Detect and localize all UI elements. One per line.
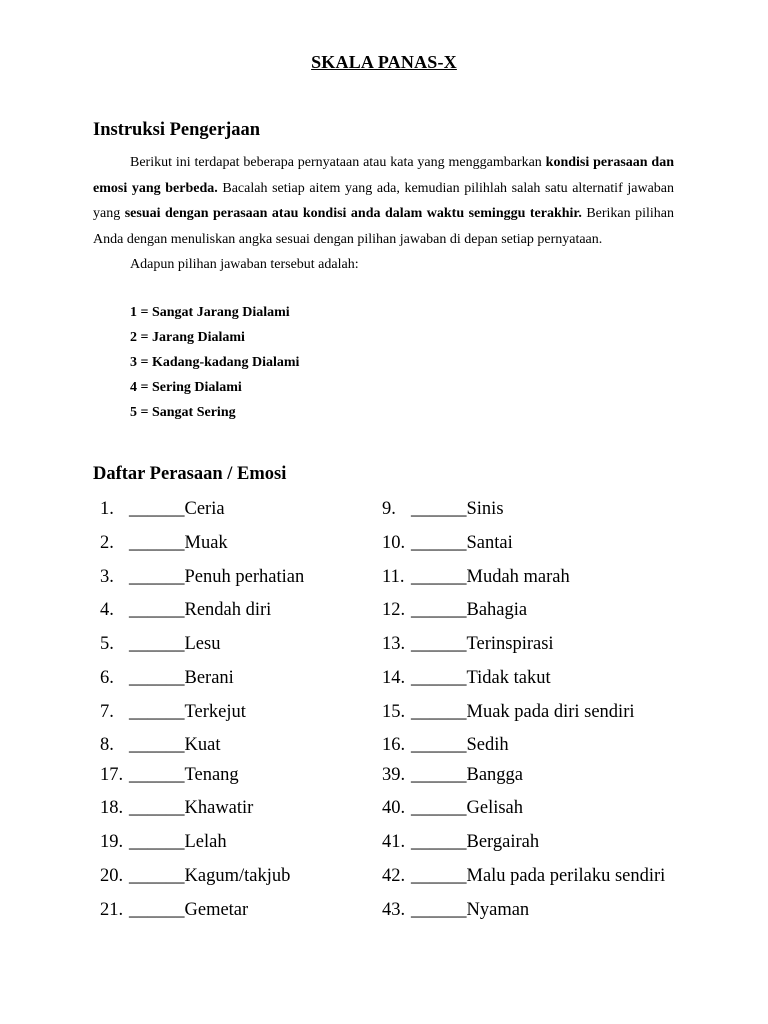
item-number: 2.: [100, 533, 114, 553]
item-number: 1.: [100, 499, 114, 519]
item-label: Tenang: [184, 765, 239, 785]
item-label: Berani: [184, 668, 234, 688]
item-number: 9.: [382, 499, 396, 519]
answer-blank[interactable]: ______: [411, 668, 467, 688]
item-label: Muak pada diri sendiri: [466, 702, 635, 722]
item-number: 21.: [100, 900, 124, 920]
option-item: 5 = Sangat Sering: [130, 405, 236, 420]
item-number: 15.: [382, 702, 406, 722]
item-number: 11.: [382, 567, 405, 587]
item-label: Ceria: [184, 499, 225, 519]
answer-blank[interactable]: ______: [129, 600, 185, 620]
list-item: [100, 632, 220, 656]
instr-text-a: Berikut ini terdapat beberapa pernyataan atau kata yang menggambarkan: [130, 155, 546, 170]
answer-blank[interactable]: ______: [411, 634, 467, 654]
answer-blank[interactable]: ______: [129, 765, 185, 785]
item-label: Bangga: [466, 765, 524, 785]
list-heading: Daftar Perasaan / Emosi: [93, 464, 287, 484]
item-label: Muak: [184, 533, 228, 553]
list-item: [100, 565, 304, 589]
answer-options: [130, 300, 299, 425]
answer-blank[interactable]: ______: [129, 900, 185, 920]
option-item: 4 = Sering Dialami: [130, 380, 242, 395]
instr-bold-d: sesuai dengan perasaan atau kondisi anda dalam waktu seminggu terakhir.: [124, 206, 582, 221]
item-number: 10.: [382, 533, 406, 553]
item-label: Terkejut: [184, 702, 246, 722]
item-label: Bahagia: [466, 600, 528, 620]
list-item: [382, 830, 539, 854]
option-item: 1 = Sangat Jarang Dialami: [130, 305, 290, 320]
item-number: 13.: [382, 634, 406, 654]
answer-blank[interactable]: ______: [129, 634, 185, 654]
instructions-paragraph: [93, 150, 674, 252]
list-item: [382, 898, 529, 922]
instructions-body: [93, 150, 674, 278]
page-title: SKALA PANAS-X: [311, 52, 457, 72]
item-label: Sinis: [466, 499, 504, 519]
item-number: 4.: [100, 600, 114, 620]
item-label: Gemetar: [184, 900, 249, 920]
item-label: Lelah: [184, 832, 227, 852]
list-item: [100, 531, 228, 555]
list-item: [100, 733, 220, 757]
item-number: 42.: [382, 866, 406, 886]
item-label: Rendah diri: [184, 600, 272, 620]
answer-blank[interactable]: ______: [129, 668, 185, 688]
item-number: 3.: [100, 567, 114, 587]
list-item: [382, 632, 554, 656]
item-label: Tidak takut: [466, 668, 551, 688]
item-label: Kagum/takjub: [184, 866, 291, 886]
item-number: 7.: [100, 702, 114, 722]
list-item: [100, 700, 246, 724]
item-number: 40.: [382, 798, 406, 818]
options-intro: Adapun pilihan jawaban tersebut adalah:: [130, 257, 359, 272]
answer-blank[interactable]: ______: [129, 832, 185, 852]
item-number: 14.: [382, 668, 406, 688]
instructions-heading: Instruksi Pengerjaan: [93, 120, 261, 140]
item-label: Kuat: [184, 735, 221, 755]
answer-blank[interactable]: ______: [411, 900, 467, 920]
item-number: 43.: [382, 900, 406, 920]
list-item: [100, 796, 253, 820]
item-label: Khawatir: [184, 798, 254, 818]
item-number: 16.: [382, 735, 406, 755]
answer-blank[interactable]: ______: [129, 702, 185, 722]
item-number: 6.: [100, 668, 114, 688]
item-number: 20.: [100, 866, 124, 886]
list-item: [100, 497, 225, 521]
instr-text-c: Bacalah setiap aitem yang ada, kemudian pilihlah salah satu alternatif jawaban yang: [93, 180, 674, 221]
list-item: [382, 864, 665, 888]
item-label: Bergairah: [466, 832, 540, 852]
answer-blank[interactable]: ______: [411, 600, 467, 620]
list-item: [382, 700, 635, 724]
item-label: Terinspirasi: [466, 634, 554, 654]
list-item: [382, 531, 513, 555]
item-label: Penuh perhatian: [184, 567, 305, 587]
item-number: 39.: [382, 765, 406, 785]
item-number: 18.: [100, 798, 124, 818]
list-item: [382, 666, 551, 690]
answer-blank[interactable]: ______: [129, 533, 185, 553]
item-label: Santai: [466, 533, 513, 553]
answer-blank[interactable]: ______: [411, 567, 467, 587]
answer-blank[interactable]: ______: [411, 499, 467, 519]
list-item: [100, 864, 290, 888]
list-item: [382, 796, 523, 820]
list-item: [100, 763, 239, 787]
item-number: 41.: [382, 832, 406, 852]
item-number: 17.: [100, 765, 124, 785]
answer-blank[interactable]: ______: [411, 735, 467, 755]
item-number: 19.: [100, 832, 124, 852]
list-item: [382, 565, 570, 589]
answer-blank[interactable]: ______: [411, 866, 467, 886]
list-item: [100, 898, 248, 922]
item-number: 8.: [100, 735, 114, 755]
answer-blank[interactable]: ______: [129, 866, 185, 886]
answer-blank[interactable]: ______: [129, 499, 185, 519]
item-label: Mudah marah: [466, 567, 570, 587]
list-item: [382, 763, 523, 787]
answer-blank[interactable]: ______: [129, 567, 185, 587]
item-label: Sedih: [466, 735, 509, 755]
list-item: [382, 733, 509, 757]
answer-blank[interactable]: ______: [129, 798, 185, 818]
answer-blank[interactable]: ______: [411, 533, 467, 553]
item-label: Malu pada perilaku sendiri: [466, 866, 666, 886]
list-item: [100, 598, 271, 622]
list-item: [382, 598, 527, 622]
option-item: 2 = Jarang Dialami: [130, 330, 245, 345]
list-item: [100, 830, 227, 854]
answer-blank[interactable]: ______: [411, 832, 467, 852]
answer-blank[interactable]: ______: [411, 702, 467, 722]
item-label: Gelisah: [466, 798, 524, 818]
instr-text-e: Berikan pilihan Anda dengan menuliskan angka sesuai dengan pilihan jawaban di depan setiap pernyataan.: [93, 206, 674, 247]
item-number: 12.: [382, 600, 406, 620]
item-label: Lesu: [184, 634, 221, 654]
option-item: 3 = Kadang-kadang Dialami: [130, 355, 300, 370]
answer-blank[interactable]: ______: [129, 735, 185, 755]
list-item: [382, 497, 504, 521]
answer-blank[interactable]: ______: [411, 798, 467, 818]
item-label: Nyaman: [466, 900, 530, 920]
item-number: 5.: [100, 634, 114, 654]
answer-blank[interactable]: ______: [411, 765, 467, 785]
instr-bold-b: kondisi perasaan dan emosi yang berbeda.: [93, 155, 674, 196]
list-item: [100, 666, 234, 690]
